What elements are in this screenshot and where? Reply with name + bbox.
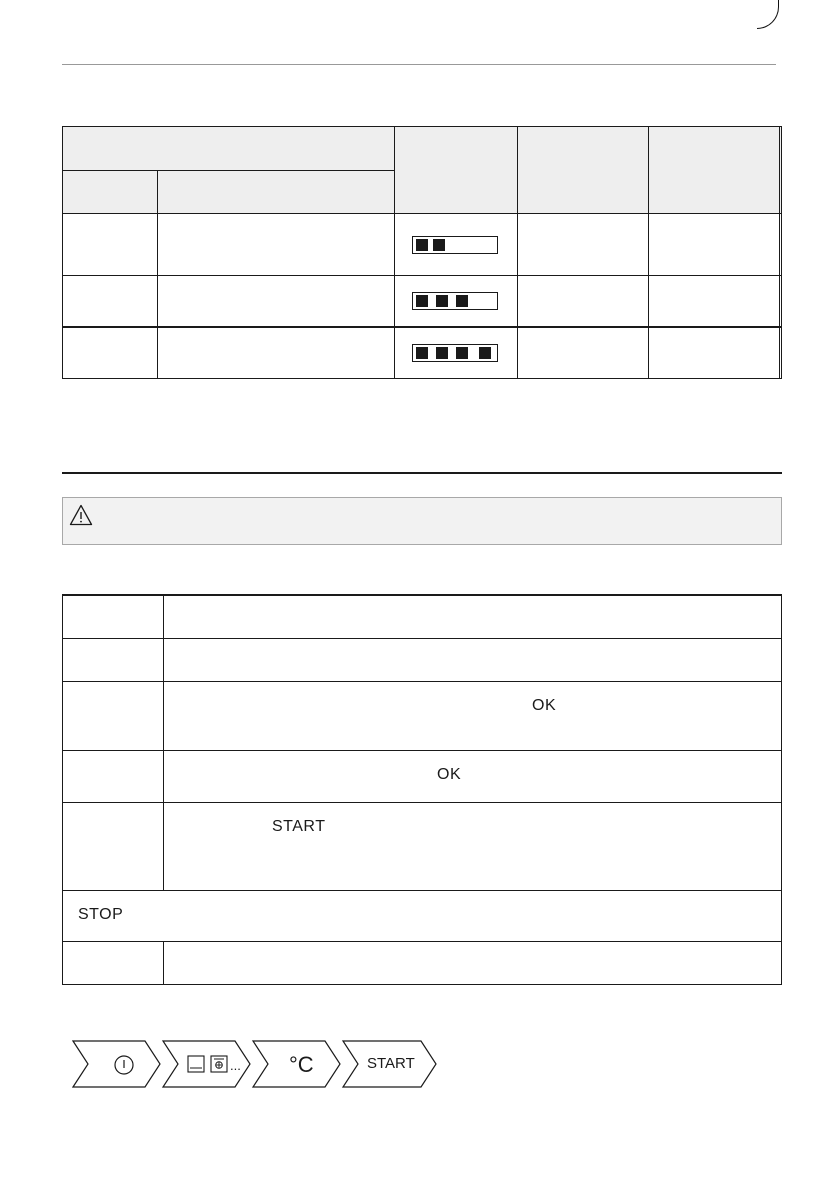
table-row bbox=[63, 276, 782, 328]
table-cell bbox=[517, 214, 648, 276]
level-square bbox=[436, 295, 448, 307]
table-row bbox=[63, 942, 782, 985]
level-square bbox=[436, 347, 448, 359]
table-cell bbox=[158, 327, 395, 379]
table-cell bbox=[648, 276, 779, 328]
subheader-cell bbox=[63, 171, 158, 214]
power-level-3-indicator bbox=[412, 292, 498, 310]
table-cell bbox=[158, 214, 395, 276]
subheader-cell bbox=[158, 171, 395, 214]
table-row bbox=[63, 639, 782, 682]
header-cell bbox=[648, 127, 779, 214]
ok-key-label: OK bbox=[437, 766, 462, 783]
level-square bbox=[433, 239, 445, 251]
table-row bbox=[63, 214, 782, 276]
header-cell bbox=[779, 127, 781, 214]
page-corner-mark bbox=[757, 0, 779, 29]
header-cell bbox=[517, 127, 648, 214]
level-square bbox=[416, 239, 428, 251]
description-cell bbox=[164, 751, 782, 803]
table-cell bbox=[648, 327, 779, 379]
description-cell bbox=[164, 639, 782, 682]
level-square bbox=[456, 347, 468, 359]
power-level-table bbox=[62, 126, 782, 379]
step-cell bbox=[63, 803, 164, 891]
power-level-cell bbox=[394, 214, 517, 276]
step-cell bbox=[63, 639, 164, 682]
header-cell-group bbox=[63, 127, 395, 171]
description-cell bbox=[164, 595, 782, 639]
table-row bbox=[63, 803, 782, 891]
step-cell bbox=[63, 595, 164, 639]
top-rule bbox=[62, 64, 776, 65]
power-level-4-indicator bbox=[412, 344, 498, 362]
table-cell bbox=[517, 327, 648, 379]
header-cell bbox=[394, 127, 517, 214]
table-cell bbox=[779, 276, 781, 328]
table-row bbox=[63, 682, 782, 751]
oven-light-icon bbox=[187, 1055, 205, 1073]
warning-icon bbox=[69, 504, 93, 526]
table-row bbox=[63, 327, 782, 379]
fan-heating-icon bbox=[210, 1055, 228, 1073]
table-cell bbox=[648, 214, 779, 276]
table-header-row bbox=[63, 127, 782, 171]
flow-ellipsis: ... bbox=[230, 1058, 241, 1073]
table-cell bbox=[63, 276, 158, 328]
power-icon bbox=[113, 1054, 135, 1076]
step-cell bbox=[63, 682, 164, 751]
steps-table bbox=[62, 594, 782, 985]
power-level-2-indicator bbox=[412, 236, 498, 254]
power-level-cell bbox=[394, 276, 517, 328]
stop-key-label: STOP bbox=[78, 906, 124, 923]
level-square bbox=[416, 295, 428, 307]
ok-key-label: OK bbox=[532, 697, 557, 714]
operation-flow bbox=[72, 1040, 442, 1088]
power-level-cell bbox=[394, 327, 517, 379]
level-square bbox=[416, 347, 428, 359]
temperature-label: °C bbox=[289, 1052, 314, 1077]
warning-box bbox=[62, 497, 782, 545]
step-cell bbox=[63, 751, 164, 803]
step-cell bbox=[63, 942, 164, 985]
table-cell bbox=[63, 327, 158, 379]
description-cell bbox=[164, 803, 782, 891]
table-cell bbox=[779, 327, 781, 379]
table-row bbox=[63, 595, 782, 639]
level-square bbox=[456, 295, 468, 307]
start-label: START bbox=[367, 1055, 415, 1072]
table-cell bbox=[158, 276, 395, 328]
table-row bbox=[63, 891, 782, 942]
table-cell bbox=[63, 214, 158, 276]
stop-row-cell bbox=[63, 891, 782, 942]
table-cell bbox=[779, 214, 781, 276]
section-divider bbox=[62, 472, 782, 474]
level-square bbox=[479, 347, 491, 359]
description-cell bbox=[164, 942, 782, 985]
description-cell bbox=[164, 682, 782, 751]
table-row bbox=[63, 751, 782, 803]
table-cell bbox=[517, 276, 648, 328]
start-key-label: START bbox=[272, 818, 326, 835]
